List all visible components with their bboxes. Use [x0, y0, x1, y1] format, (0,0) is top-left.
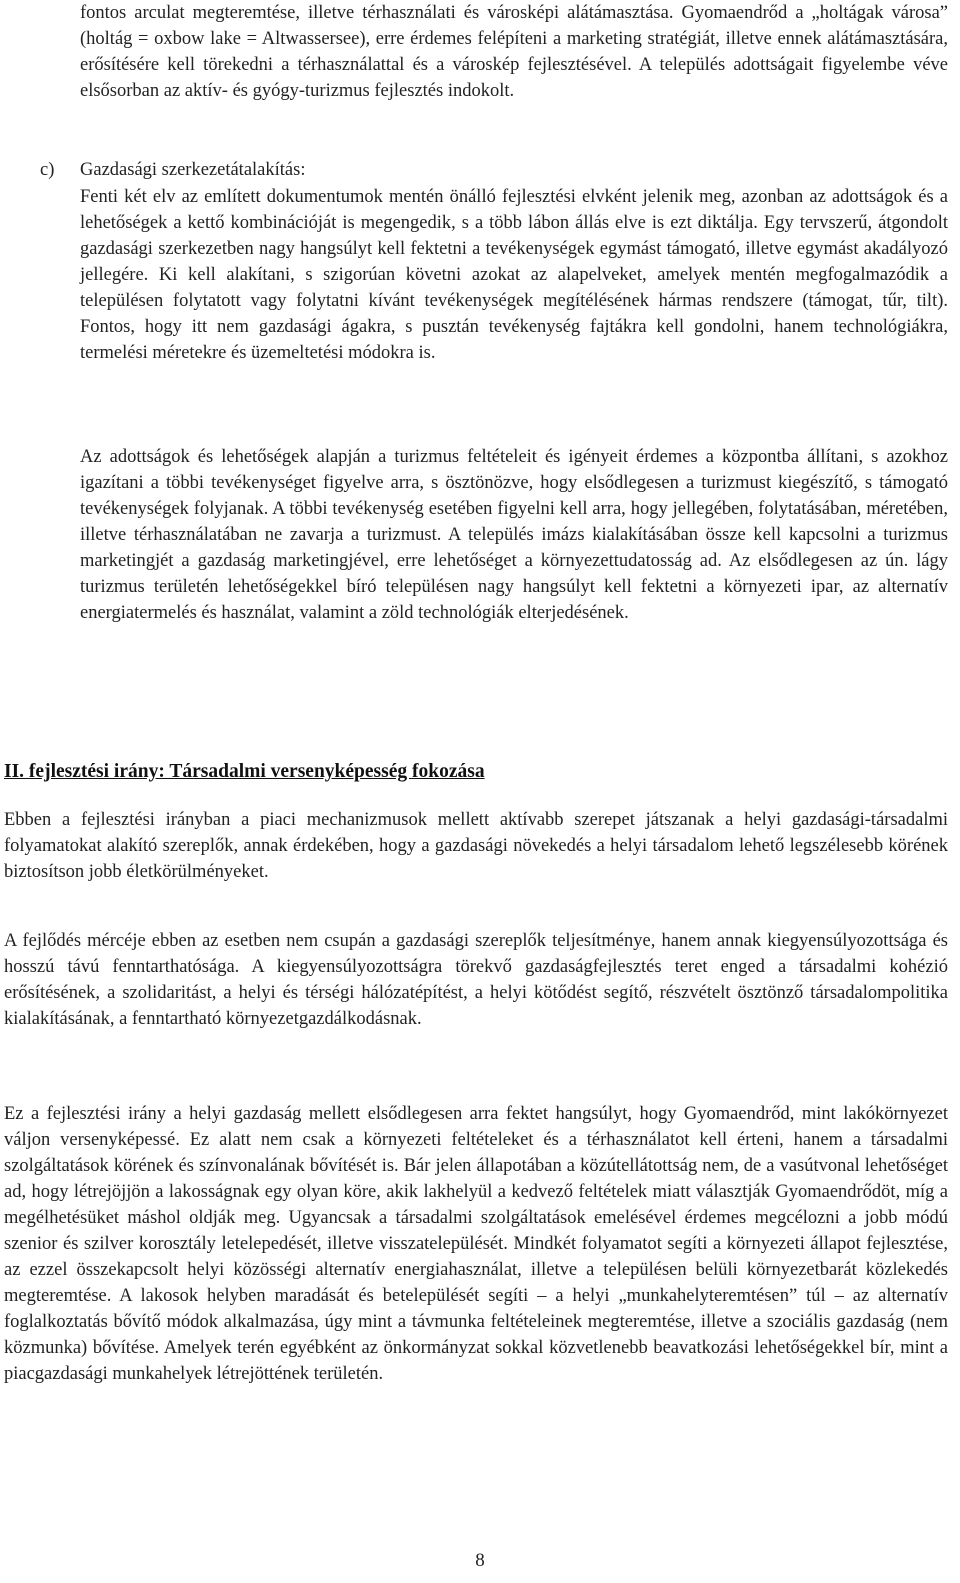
item-c-paragraph-2: Az adottságok és lehetőségek alapján a turizmus feltételeit és igényeit érdemes a központba állítani, s azokhoz igazítani a többi tevékenységet figyelve arra, s ösztönözve, hogy elsődlegesen a turizmust kiegészítő, s támogató tevékenységek folyjanak. A többi tevékenység esetében figyelni kell arra, hogy jellegében, folytatásában, méretében, illetve térhasználatában ne zavarja a turizmust. A település imázs kialakításában össze kell kapcsolni a turizmus marketingjét a gazdaság marketingjével, erre lehetőséget a környezettudatosság ad. Az elsődlegesen az ún. lágy turizmus területén lehetőségekkel bíró településen nagy hangsúlyt kell fektetni a környezeti ipar, az alternatív energiatermelés és használat, valamint a zöld technológiák elterjedésének.	[80, 447, 948, 623]
page-number: 8	[475, 1550, 485, 1571]
section-paragraph-2: A fejlődés mércéje ebben az esetben nem csupán a gazdasági szereplők teljesítménye, hanem annak kiegyensúlyozottsága és hosszú távú fenntarthatósága. A kiegyensúlyozottságra törekvő gazdaságfejlesztés teret enged a társadalmi kohézió erősítésének, a szolidaritást, a helyi és térségi hálózatépítést, a helyi kötődést segítő, részvételt ösztönző társadalompolitika kialakításának, a fenntartható környezetgazdálkodásnak.	[4, 931, 948, 1029]
item-c-title: Gazdasági szerkezetátalakítás:	[80, 160, 306, 180]
section-paragraph-3: Ez a fejlesztési irány a helyi gazdaság mellett elsődlegesen arra fektet hangsúlyt, hogy Gyomaendrőd, mint lakókörnyezet váljon versenyképessé. Ez alatt nem csak a környezeti feltételeket és a térhasználatot kell érteni, hanem a társadalmi szolgáltatások körének és színvonalának bővítését is. Bár jelen állapotában a közútellátottság nem, de a vasútvonal lehetőséget ad, hogy létrejöjjön a lakosságnak egy olyan köre, akik lakhelyül a kedvező feltételek miatt választják Gyomaendrődöt, míg a megélhetésüket máshol oldják meg. Ugyancsak a társadalmi szolgáltatások emelésével érdemes megcélozni a jobb módú szenior és szilver korosztály letelepedését, illetve visszatelepülését. Mindkét folyamatot segíti a környezeti állapot fejlesztése, az ezzel összekapcsolt helyi közösségi alternatív energiahasználat, illetve a településen belüli környezetbarát közlekedés megteremtése. A lakosok helyben maradását és betelepülését segíti – a helyi „munkahelyteremtésen” túl – az alternatív foglalkoztatás bővítő módok alkalmazása, úgy mint a távmunka feltételeinek megteremtése, illetve a szociális gazdaság (nem közmunka) bővítése. Amelyek terén egyébként az önkormányzat sokkal közvetlenebb beavatkozási lehetőségekkel bír, mint a piacgazdasági munkahelyek létrejöttének területén.	[4, 1104, 948, 1384]
item-c-paragraph-1: Fenti két elv az említett dokumentumok mentén önálló fejlesztési elvként jelenik meg, azonban az adottságok és a lehetőségek a kettő kombinációját is megengedik, s a több lábon állás elve is ezt diktálja. Egy tervszerű, átgondolt gazdasági szerkezetben nagy hangsúlyt kell fektetni a tevékenységek egymást támogató, illetve egymást akadályozó jellegére. Ki kell alakítani, s szigorúan követni azokat az alapelveket, amelyek mentén megfogalmazódik a településen folytatott vagy folytatni kívánt tevékenységek megítélésének hármas rendszere (támogat, tűr, tilt). Fontos, hogy itt nem gazdasági ágakra, s pusztán tevékenység fajtákra kell gondolni, hanem technológiákra, termelési méretekre és üzemeltetési módokra is.	[80, 187, 948, 363]
section-paragraph-1: Ebben a fejlesztési irányban a piaci mechanizmusok mellett aktívabb szerepet játszanak a helyi gazdasági-társadalmi folyamatokat alakító szereplők, annak érdekében, hogy a gazdasági növekedés a helyi társadalom lehető legszélesebb körének biztosítson jobb életkörülményeket.	[4, 810, 948, 882]
section-heading: II. fejlesztési irány: Társadalmi versenyképesség fokozása	[4, 761, 485, 782]
list-marker-c: c)	[40, 160, 55, 180]
intro-paragraph: fontos arculat megteremtése, illetve térhasználati és városképi alátámasztása. Gyomaendrőd a „holtágak városa” (holtág = oxbow lake = Altwassersee), erre érdemes felépíteni a marketing stratégiát, illetve ennek alátámasztására, erősítésére kell törekedni a térhasználattal és a városkép fejlesztésével. A település adottságait figyelembe véve elsősorban az aktív- és gyógy-turizmus fejlesztés indokolt.	[80, 3, 948, 101]
